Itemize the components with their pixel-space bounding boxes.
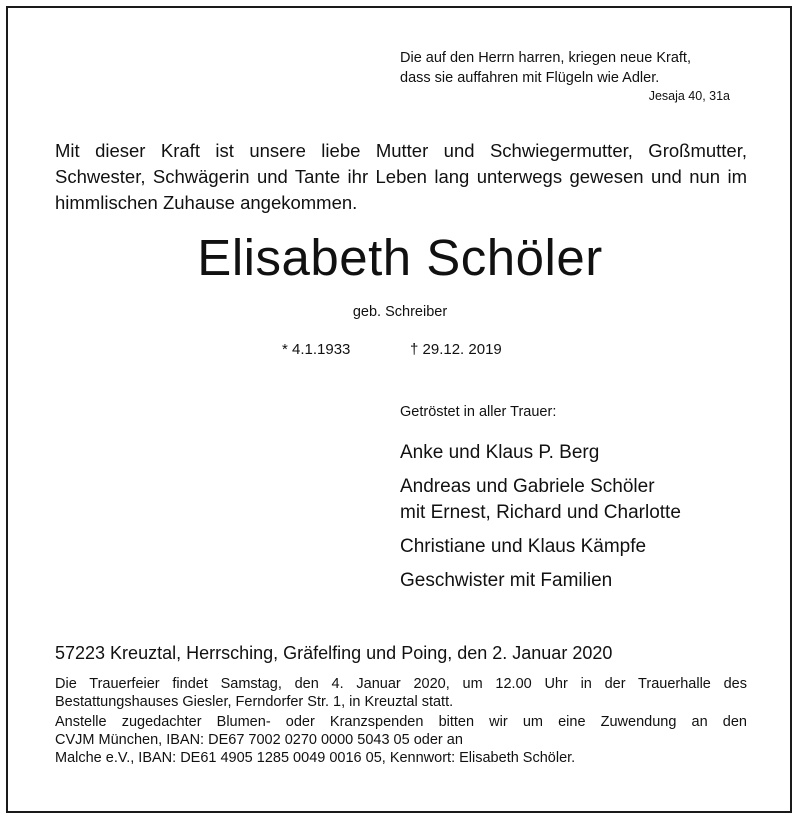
donation-line: Malche e.V., IBAN: DE61 4905 1285 0049 0016 05, Kennwort: Elisabeth Schöler. [55, 750, 576, 766]
mourner-line: Andreas und Gabriele Schöler [400, 476, 655, 497]
place-date: 57223 Kreuztal, Herrsching, Gräfelfing und Poing, den 2. Januar 2020 [55, 643, 613, 663]
intro-text: Mit dieser Kraft ist unsere liebe Mutter und Schwiegermutter, Großmutter, Schwester, Schwägerin und Tante ihr Leben lang unterwegs gewesen und nun im himmlischen Zuhause angekommen. [55, 140, 747, 213]
bible-verse [400, 48, 691, 88]
mourner-entry [400, 440, 681, 466]
deceased-name: Elisabeth Schöler [197, 229, 603, 286]
verse-source: Jesaja 40, 31a [648, 89, 730, 103]
mourners-label: Getröstet in aller Trauer: [400, 404, 557, 420]
verse-line: dass sie auffahren mit Flügeln wie Adler. [400, 70, 660, 86]
mourner-line: Anke und Klaus P. Berg [400, 442, 600, 463]
verse-line: Die auf den Herrn harren, kriegen neue Kraft, [400, 50, 691, 66]
mourner-line: Christiane und Klaus Kämpfe [400, 536, 647, 557]
donation-line: CVJM München, IBAN: DE67 7002 0270 0000 5043 05 oder an [55, 732, 463, 748]
mourner-entry [400, 568, 681, 594]
mourner-line: Geschwister mit Familien [400, 570, 613, 591]
birth-name: geb. Schreiber [352, 304, 448, 320]
donation-line: Anstelle zugedachter Blumen- oder Kranzspenden bitten wir um eine Zuwendung an den [55, 714, 747, 730]
death-date: † 29.12. 2019 [410, 341, 502, 358]
mourner-entry [400, 534, 681, 560]
funeral-notice: Die Trauerfeier findet Samstag, den 4. Januar 2020, um 12.00 Uhr in der Trauerhalle des Bestattungshauses Giesler, Ferndorfer Str. 1, in Kreuztal statt. [55, 676, 747, 710]
mourner-line: mit Ernest, Richard und Charlotte [400, 502, 681, 523]
birth-date: * 4.1.1933 [282, 341, 351, 358]
donation-notice [55, 713, 747, 767]
mourner-entry [400, 474, 681, 526]
mourners-list [400, 440, 681, 602]
